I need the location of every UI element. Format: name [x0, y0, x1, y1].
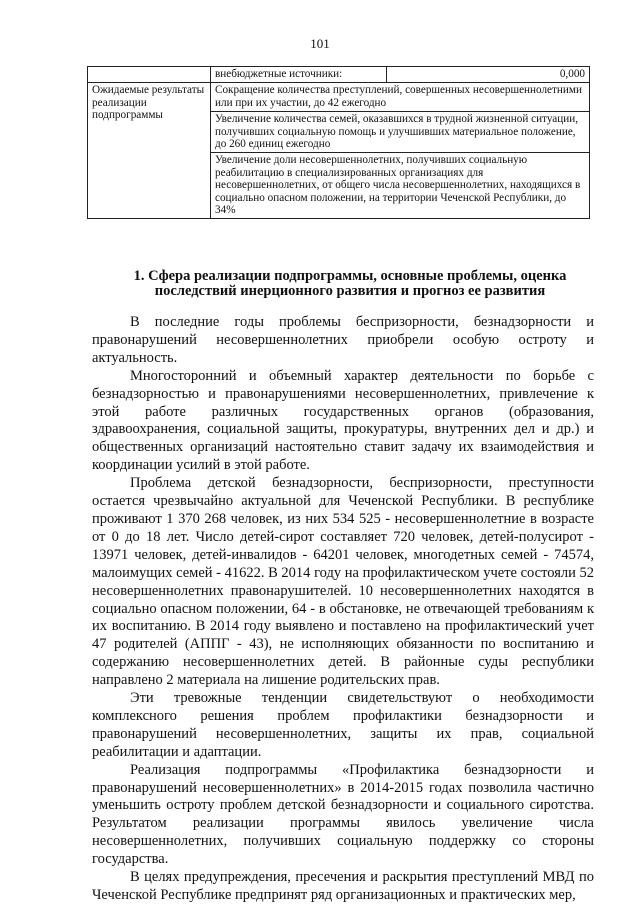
expected-result-item: Сокращение количества преступлений, совершенных несовершеннолетними или при их участии, до 42 ежегодно	[211, 83, 590, 112]
section-heading-line: 1. Сфера реализации подпрограммы, основные проблемы, оценка	[133, 268, 567, 284]
section-heading-line: последствий инерционного развития и прогноз ее развития	[154, 283, 546, 299]
expected-result-item: Увеличение количества семей, оказавшихся в трудной жизненной ситуации, получивших социальную помощь и улучшивших материальное положение, до 260 единиц ежегодно	[211, 112, 590, 153]
expected-results-label: Ожидаемые результаты реализации подпрограммы	[88, 83, 211, 219]
paragraph: Реализация подпрограммы «Профилактика безнадзорности и правонарушений несовершеннолетних» в 2014-2015 годах позволила частично уменьшить остроту проблем детской безнадзорности и социального сиротства. Результатом реализации программы явилось увеличение числа несовершеннолетних, получивших социальную поддержку со стороны государства.	[92, 761, 594, 868]
paragraph: Эти тревожные тенденции свидетельствуют о необходимости комплексного решения проблем профилактики безнадзорности и правонарушений несовершеннолетних, защиты их прав, социальной реабилитации и адаптации.	[92, 690, 594, 760]
subprogram-passport-table	[87, 66, 590, 219]
table-row	[88, 83, 590, 112]
section-heading	[100, 269, 600, 299]
table-row	[88, 67, 590, 83]
paragraph: В целях предупреждения, пресечения и раскрытия преступлений МВД по Чеченской Республике предпринят ряд организационных и практических мер,	[92, 869, 594, 903]
page-number: 101	[310, 36, 330, 51]
funding-source-label: внебюджетные источники:	[211, 67, 387, 83]
paragraph: Проблема детской безнадзорности, беспризорности, преступности остается чрезвычайно актуальной для Чеченской Республики. В республике проживают 1 370 268 человек, из них 534 525 - несовершеннолетние в возрасте от 0 до 18 лет. Число детей-сирот составляет 720 человек, детей-полусирот - 13971 человек, детей-инвалидов - 64201 человек, многодетных семей - 74574, малоимущих семей - 41622. В 2014 году на профилактическом учете состояли 52 несовершеннолетних правонарушителей. 10 несовершеннолетних находятся в социально опасном положении, 64 - в обстановке, не отвечающей требованиям к их воспитанию. В 2014 году выявлено и поставлено на профилактический учет 47 родителей (АППГ - 43), не исполняющих обязанности по воспитанию и содержанию несовершеннолетних детей. В районные суды республики направлено 2 материала на лишение родительских прав.	[92, 475, 594, 689]
funding-source-value: 0,000	[387, 67, 590, 83]
paragraph: Многосторонний и объемный характер деятельности по борьбе с безнадзорностью и правонарушениями несовершеннолетних, привлечение к этой работе различных государственных органов (образования, здравоохранения, социальной защиты, прокуратуры, внутренних дел и др.) и общественных организаций настоятельно ставит задачу их взаимодействия и координации усилий в этой работе.	[92, 367, 594, 474]
table-cell-empty	[88, 67, 211, 83]
section-body	[92, 314, 594, 905]
paragraph: В последние годы проблемы беспризорности, безнадзорности и правонарушений несовершеннолетних приобрели особую остроту и актуальность.	[92, 314, 594, 366]
expected-result-item: Увеличение доли несовершеннолетних, получивших социальную реабилитацию в специализированных организациях для несовершеннолетних, от общего числа несовершеннолетних, находящихся в социально опасном положении, на территории Чеченской Республики, до 34%	[211, 153, 590, 219]
